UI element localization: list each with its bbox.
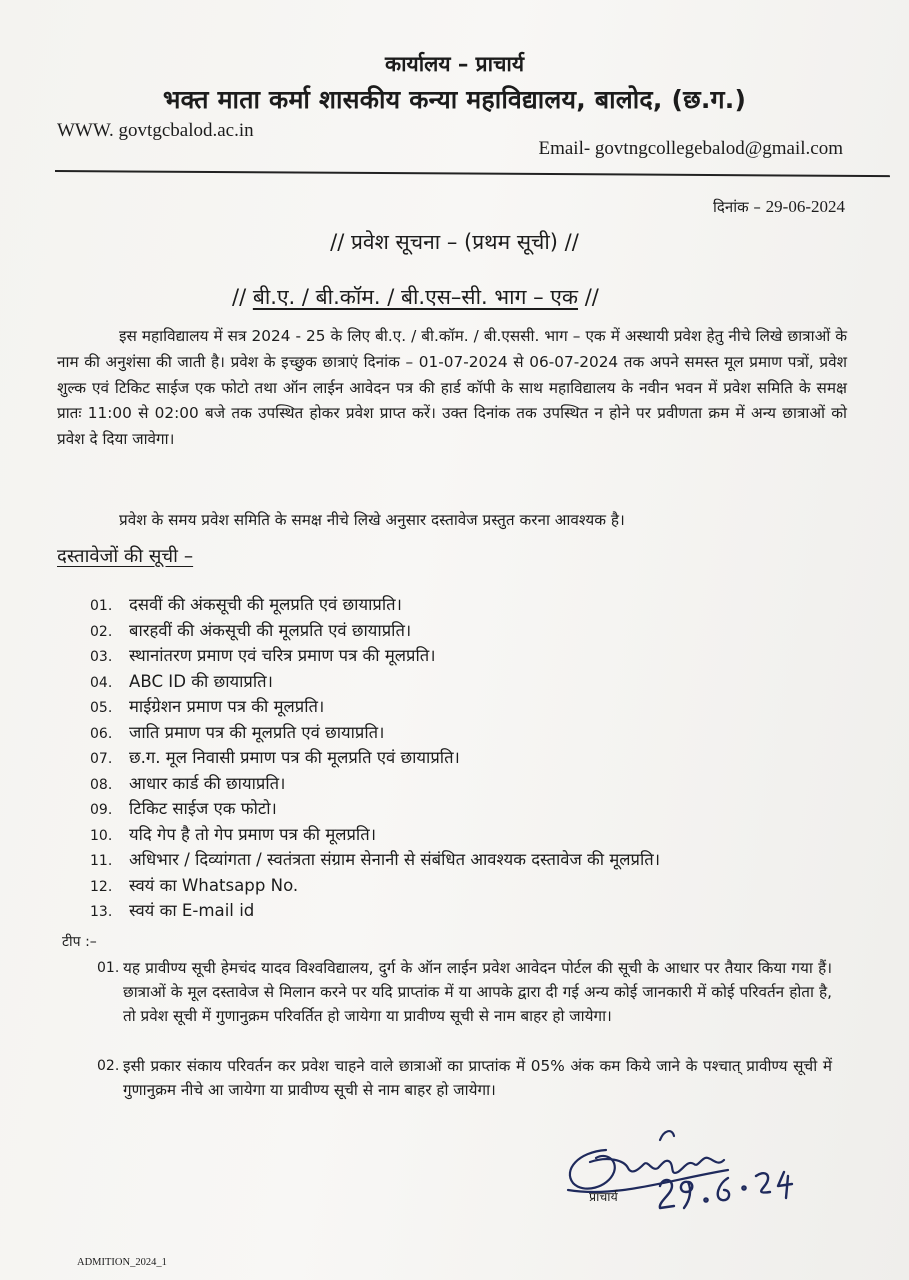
date-label: दिनांक –: [713, 198, 761, 216]
note-text: इसी प्रकार संकाय परिवर्तन कर प्रवेश चाहने वाले छात्राओं का प्राप्तांक में 05% अंक कम किये जाने के पश्चात् प्रावीण्य सूची में गुणानुक्रम नीचे आ जायेगा या प्रावीण्य सूची से नाम बाहर हो जायेगा।: [123, 1057, 832, 1099]
list-item: [90, 694, 660, 720]
item-text: यदि गेप है तो गेप प्रमाण पत्र की मूलप्रति।: [129, 824, 376, 844]
item-text: छ.ग. मूल निवासी प्रमाण पत्र की मूलप्रति एवं छायाप्रति।: [129, 748, 460, 767]
item-number: 07.: [90, 751, 113, 767]
note-number: 01.: [97, 960, 120, 976]
item-number: 06.: [90, 725, 113, 742]
list-item: [90, 592, 660, 618]
item-number: 04.: [90, 674, 113, 691]
list-item: [90, 898, 660, 924]
item-number: 03.: [90, 649, 113, 665]
item-text: स्वयं का E-mail id: [129, 901, 255, 920]
subtitle-courses: बी.ए. / बी.कॉम. / बी.एस–सी. भाग – एक: [252, 285, 579, 309]
note-item: [97, 956, 832, 1028]
date-value: 29-06-2024: [765, 197, 845, 216]
notice-title: // प्रवेश सूचना – (प्रथम सूची) //: [330, 230, 579, 254]
item-text: स्थानांतरण प्रमाण एवं चरित्र प्रमाण पत्र की मूलप्रति।: [129, 646, 436, 665]
notice-date: [713, 197, 845, 217]
list-item: [90, 618, 660, 644]
documents-title: दस्तावेजों की सूची –: [57, 546, 194, 567]
item-text: दसवीं की अंकसूची की मूलप्रति एवं छायाप्रति।: [129, 595, 402, 614]
item-number: 01.: [90, 598, 113, 614]
item-text: आधार कार्ड की छायाप्रति।: [129, 773, 286, 793]
college-name: भक्त माता कर्मा शासकीय कन्या महाविद्यालय, बालोद, (छ.ग.): [162, 85, 747, 114]
note-number: 02.: [97, 1058, 120, 1074]
item-number: 12.: [90, 878, 113, 895]
item-text: अधिभार / दिव्यांगता / स्वतंत्रता संग्राम सेनानी से संबंधित आवश्यक दस्तावेज की मूलप्रति।: [129, 850, 661, 869]
item-text: माईग्रेशन प्रमाण पत्र की मूलप्रति।: [129, 697, 325, 716]
list-item: [90, 771, 660, 797]
item-number: 10.: [90, 827, 113, 844]
principal-signature: [548, 1120, 848, 1220]
notice-subtitle: [232, 283, 599, 311]
item-text: बारहवीं की अंकसूची की मूलप्रति एवं छायाप्रति।: [129, 620, 412, 640]
website-text: WWW. govtgcbalod.ac.in: [57, 120, 254, 141]
item-number: 05.: [90, 700, 113, 716]
list-item: [90, 873, 660, 899]
item-text: ABC ID की छायाप्रति।: [129, 671, 273, 691]
item-text: स्वयं का Whatsapp No.: [129, 875, 299, 895]
document-code: ADMITION_2024_1: [77, 1257, 167, 1268]
item-number: 02.: [90, 623, 113, 640]
office-heading: कार्यालय – प्राचार्य: [384, 52, 525, 76]
notes-label: टीप :–: [62, 934, 97, 950]
list-item: [90, 745, 660, 771]
subtitle-prefix: //: [232, 285, 247, 309]
header-divider: [55, 170, 890, 177]
item-number: 11.: [90, 853, 113, 869]
item-number: 08.: [90, 776, 113, 793]
list-item: [90, 796, 660, 822]
item-text: जाति प्रमाण पत्र की मूलप्रति एवं छायाप्रति।: [129, 722, 385, 742]
list-item: [90, 669, 660, 695]
item-text: टिकिट साईज एक फोटो।: [129, 799, 277, 818]
item-number: 09.: [90, 802, 113, 818]
email-text: Email- govtngcollegebalod@gmail.com: [538, 138, 843, 159]
note-text: यह प्रावीण्य सूची हेमचंद यादव विश्वविद्यालय, दुर्ग के ऑन लाईन प्रवेश आवेदन पोर्टल की सूची के आधार पर तैयार किया गया हैं। छात्राओं के मूल दस्तावेज से मिलान करने पर यदि प्राप्तांक में या आपके द्वारा दी गई अन्य कोई जानकारी में कोई परिवर्तन होता है, तो प्रवेश सूची में गुणानुक्रम परिवर्तित हो जायेगा या प्रावीण्य सूची से नाम बाहर हो जायेगा।: [123, 959, 832, 1025]
documents-list: [90, 592, 660, 924]
list-item: [90, 720, 660, 746]
list-item: [90, 822, 660, 848]
list-item: [90, 643, 660, 669]
body-paragraph-1: इस महाविद्यालय में सत्र 2024 - 25 के लिए बी.ए. / बी.कॉम. / बी.एससी. भाग – एक में अस्थायी प्रवेश हेतु नीचे लिखे छात्राओं के नाम की अनुशंसा की जाती है। प्रवेश के इच्छुक छात्राएं दिनांक – 01-07-2024 से 06-07-2024 तक अपने समस्त मूल प्रमाण पत्रों, प्रवेश शुल्क एवं टिकिट साईज एक फोटो तथा ऑन लाईन आवेदन पत्र की हार्ड कॉपी के साथ महाविद्यालय के नवीन भवन में प्रवेश समिति के समक्ष प्रातः 11:00 से 02:00 बजे तक उपस्थित होकर प्रवेश प्राप्त करें। उक्त दिनांक तक उपस्थित न होने पर प्रवीणता क्रम में अन्य छात्राओं को प्रवेश दे दिया जावेगा।: [57, 327, 847, 449]
body-paragraph-2: प्रवेश के समय प्रवेश समिति के समक्ष नीचे लिखे अनुसार दस्तावेज प्रस्तुत करना आवश्यक है।: [119, 511, 625, 529]
subtitle-suffix: //: [584, 285, 599, 309]
item-number: 13.: [90, 904, 113, 920]
list-item: [90, 847, 660, 873]
note-item: [97, 1054, 832, 1102]
principal-designation: प्राचार्य: [589, 1189, 618, 1204]
